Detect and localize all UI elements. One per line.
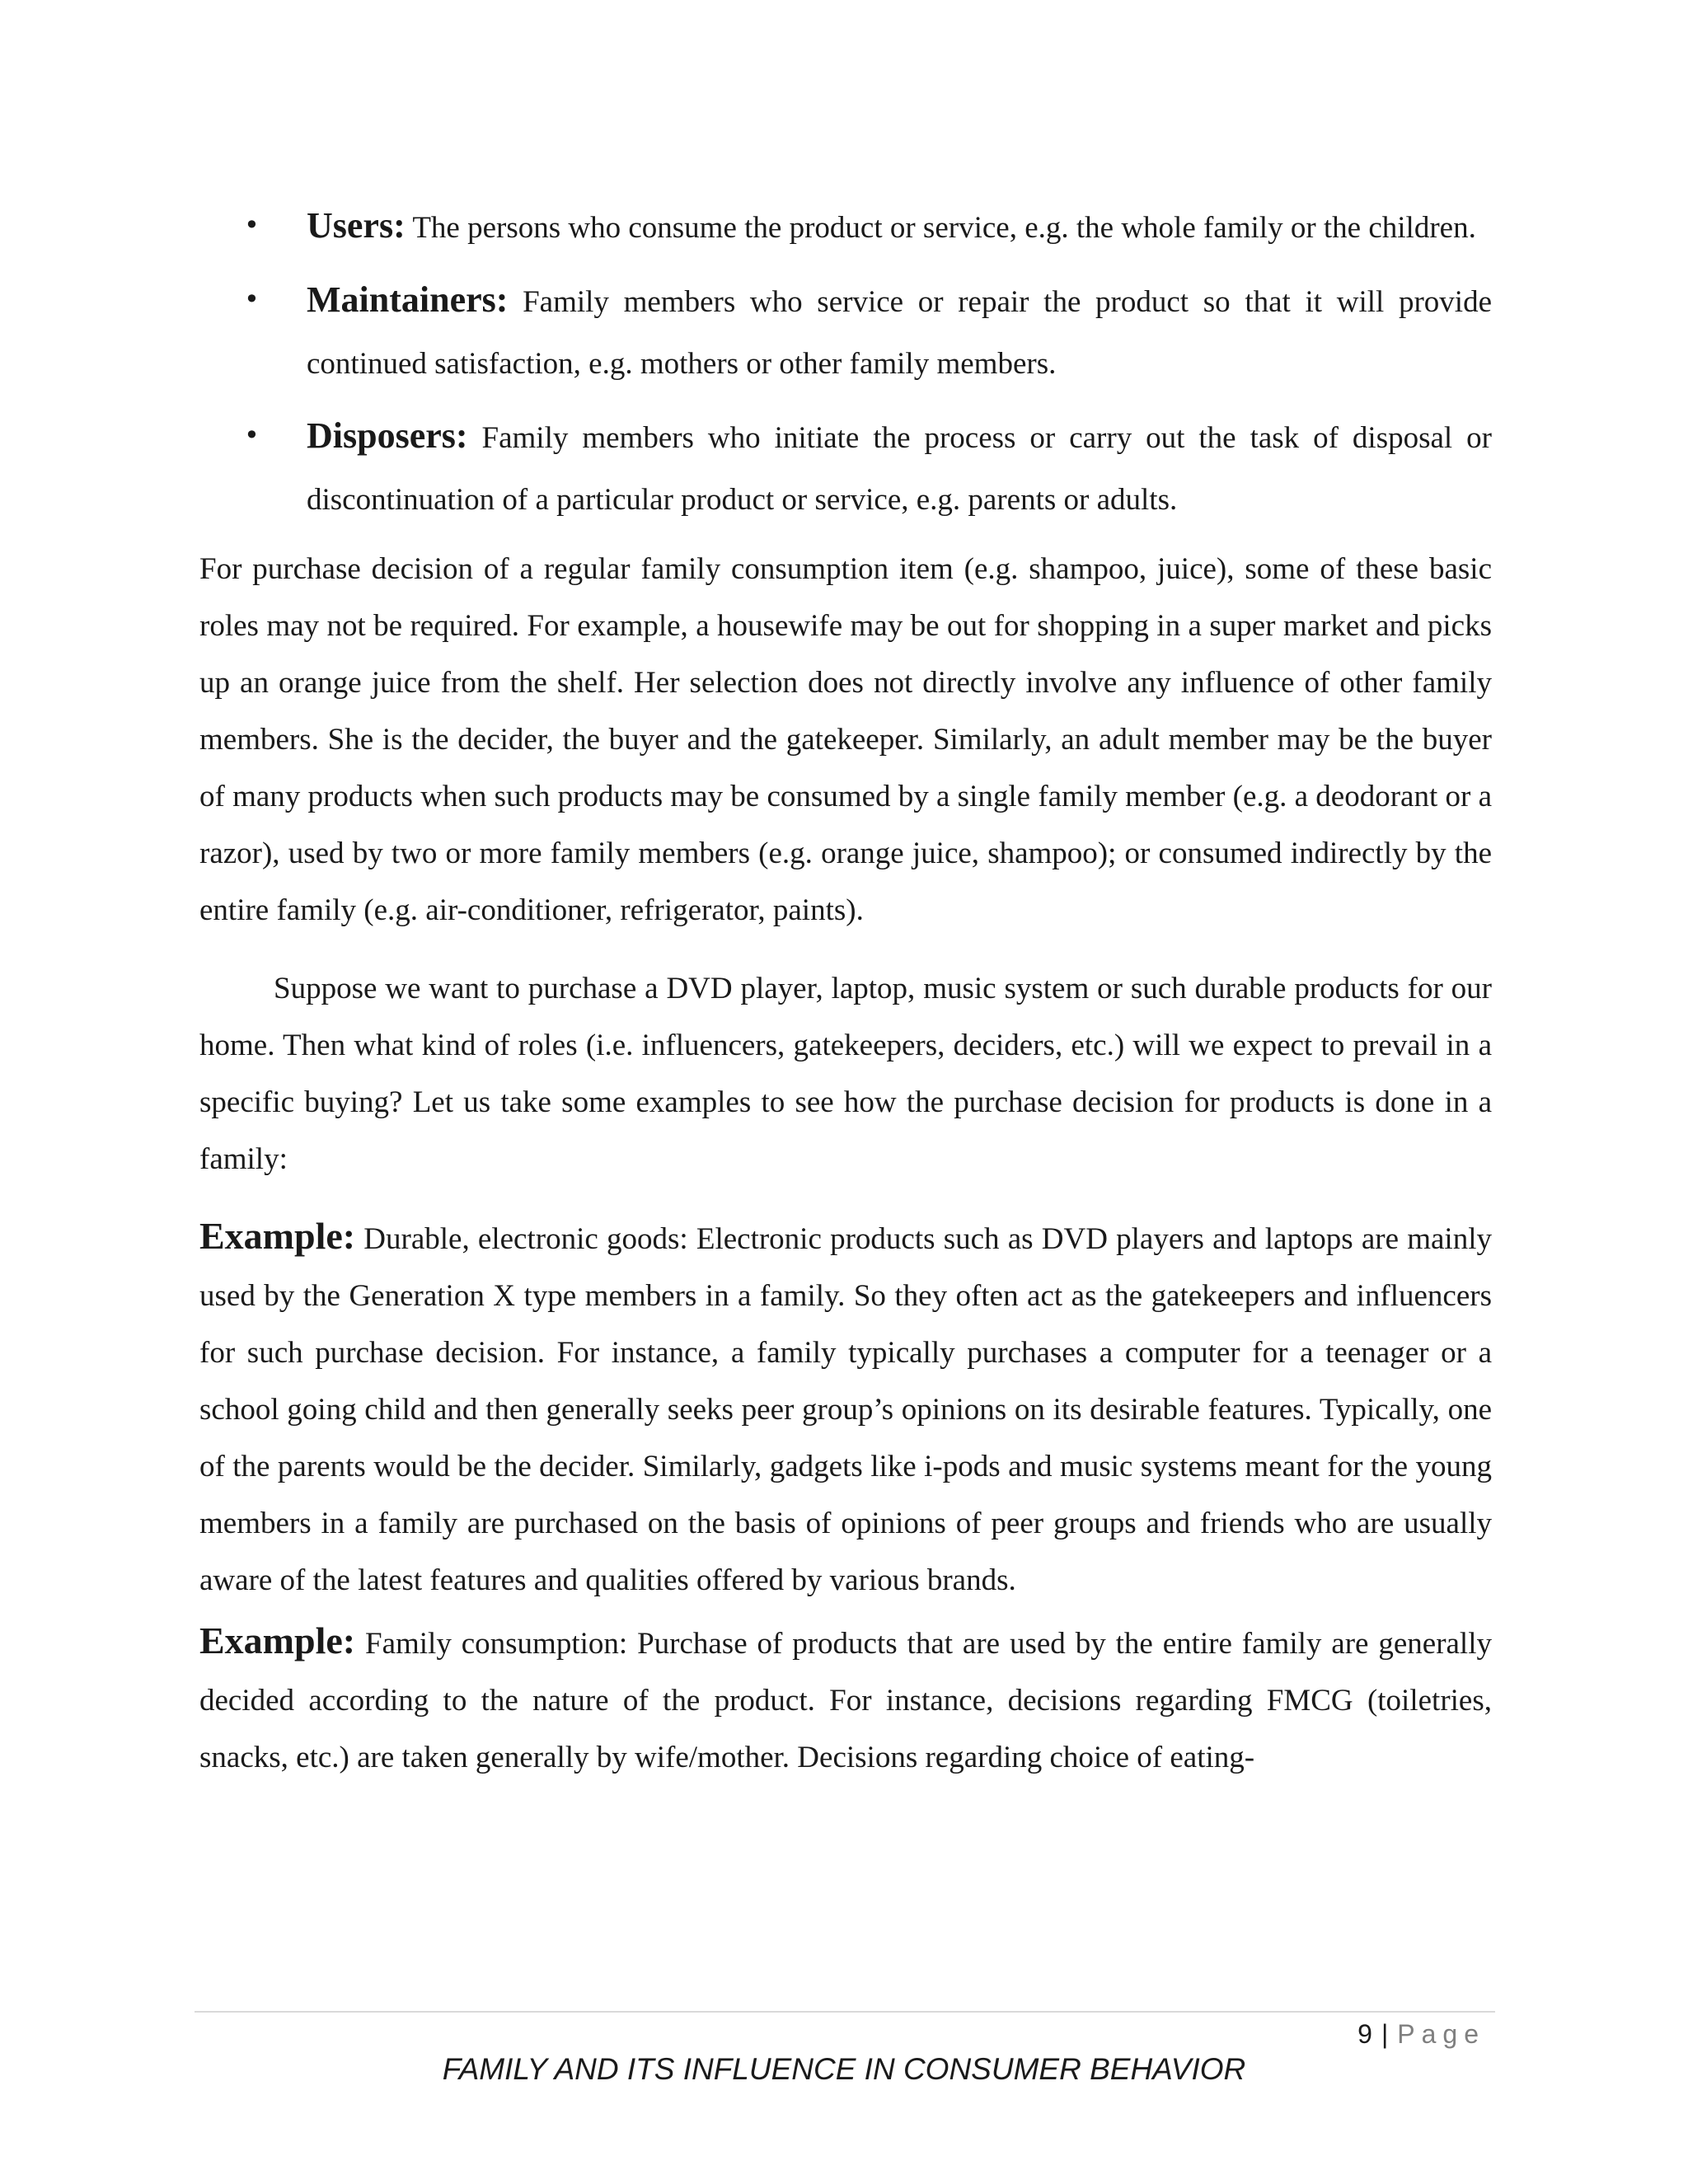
footer-divider xyxy=(195,2011,1495,2013)
role-term: Maintainers: xyxy=(307,279,509,320)
bullet-icon: • xyxy=(244,284,260,315)
page-word: Page xyxy=(1397,2019,1485,2049)
role-description: The persons who consume the product or service, e.g. the whole family or the children. xyxy=(405,211,1476,245)
example-label: Example: xyxy=(199,1619,356,1661)
example-durable-goods xyxy=(199,1207,1492,1609)
page-number: 9 xyxy=(1357,2019,1373,2049)
list-item-maintainers xyxy=(244,269,1492,395)
role-description: Family members who service or repair the product so that it will provide continued satisfaction, e.g. mothers or other family members. xyxy=(307,285,1492,381)
role-term: Disposers: xyxy=(307,415,468,456)
example-text: Durable, electronic goods: Electronic products such as DVD players and laptops are mainly used by the Generation X type members in a family. So they often act as the gatekeepers and influencers for such purchase decision. For instance, a family typically purchases a computer for a teenager or a school going child and then generally seeks peer group’s opinions on its desirable features. Typically, one of the parents would be the decider. Similarly, gadgets like i-pods and music systems meant for the young members in a family are purchased on the basis of opinions of peer groups and friends who are usually aware of the latest features and qualities offered by various brands. xyxy=(199,1222,1492,1597)
paragraph-durable-products: Suppose we want to purchase a DVD player, laptop, music system or such durable products for our home. Then what kind of roles (i.e. influencers, gatekeepers, deciders, etc.) will we expect to prevail in a specific buying? Let us take some examples to see how the purchase decision for products is done in a family: xyxy=(199,972,1492,1176)
list-item-disposers xyxy=(244,405,1492,531)
family-roles-list xyxy=(199,194,1492,531)
bullet-icon: • xyxy=(244,209,260,241)
bullet-icon: • xyxy=(244,419,260,451)
page-separator: | xyxy=(1381,2019,1390,2049)
role-description: Family members who initiate the process or carry out the task of disposal or discontinuation of a particular product or service, e.g. parents or adults. xyxy=(307,421,1492,517)
example-text: Family consumption: Purchase of products that are used by the entire family are generally decided according to the nature of the product. For instance, decisions regarding FMCG (toiletries, snacks, etc.) are taken generally by wife/mother. Decisions regarding choice of eating- xyxy=(199,1627,1492,1774)
list-item-users xyxy=(244,194,1492,259)
paragraph-regular-consumption: For purchase decision of a regular family consumption item (e.g. shampoo, juice), some of these basic roles may not be required. For example, a housewife may be out for shopping in a super market and picks up an orange juice from the shelf. Her selection does not directly involve any influence of other family members. She is the decider, the buyer and the gatekeeper. Similarly, an adult member may be the buyer of many products when such products may be consumed by a single family member (e.g. a deodorant or a razor), used by two or more family members (e.g. orange juice, shampoo); or consumed indirectly by the entire family (e.g. air-conditioner, refrigerator, paints). xyxy=(199,552,1492,927)
running-footer-title: FAMILY AND ITS INFLUENCE IN CONSUMER BEHAVIOR xyxy=(442,2052,1246,2086)
example-label: Example: xyxy=(199,1215,356,1257)
role-term: Users: xyxy=(307,205,406,246)
page-body xyxy=(199,194,1492,1786)
example-family-consumption xyxy=(199,1612,1492,1786)
page-number-footer xyxy=(1357,2019,1485,2050)
